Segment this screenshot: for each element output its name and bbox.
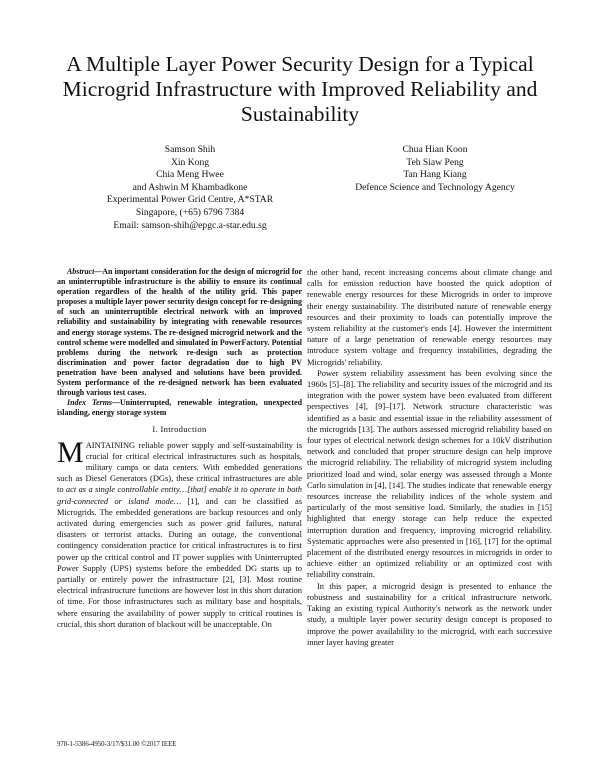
right-column [307, 267, 552, 648]
intro-text-a: AINTAINING reliable power supply and self-sustainability is crucial for critical electrical infrastructures such as hospitals, military camps or data centers. With embedded generations such as Diesel Generators (DGs), these critical infrastructures are able to [57, 439, 302, 495]
author-block-right [320, 144, 550, 194]
abstract [57, 267, 302, 398]
index-terms [57, 398, 302, 418]
author-name: Teh Siaw Peng [406, 156, 464, 168]
author-name: Chia Meng Hwee [156, 169, 224, 181]
author-name: Tan Hang Kiang [403, 169, 467, 181]
intro-quote: act as a single controllable entity…[that] enable it to operate in both grid-connected or island mode… [57, 484, 302, 506]
author-email: Email: samson-shih@epgc.a-star.edu.sg [113, 219, 267, 231]
author-name: Xin Kong [170, 156, 210, 168]
author-name: Chua Hian Koon [402, 144, 468, 155]
abstract-text: —An important consideration for the design of microgrid for an uninterruptible infrastructure is the ability to ensure its continual operation regardless of the health of the utility grid. This paper proposes a multiple layer power security design concept for re-designing of such an uninterruptible electrical network with an improved reliability and sustainability by integrating with renewable resources and energy storage systems. The re-designed microgrid network and the control scheme were modelled and simulated in PowerFactory. Potential problems during the network re-design such as protection discrimination and power factor degradation due to high PV penetration have been analysed and solutions have been provided. System performance of the re-designed network has been evaluated through various test cases. [57, 267, 302, 398]
author-name: and Ashwin M Khambadkone [132, 181, 248, 193]
left-column [57, 267, 302, 630]
index-terms-label: Index Terms [67, 398, 113, 408]
author-name: Samson Shih [164, 144, 216, 155]
copyright-footer: 978-1-5386-4950-3/17/$31.00 ©2017 IEEE [57, 741, 177, 748]
intro-text-b: [1], and can be classified as Microgrids. The embedded generations are backup resources and only activated during emergencies such as power grid failures, natural disasters or terrorist attacks. During an outage, the conventional contingency consideration practice for critical infrastructures is to first power up the critical control and IT power supplies with Uninterrupted Power Supply (UPS) systems before the embedded DG starts up to partially or entirely power the infrastructure [2], [3]. Most routine electrical infrastructure functions are however lost in this short duration of time. For those infrastructures such as military base and hospitals, where ensuring the availability of power supply to critical routines is crucial, this short duration of blackout will be unacceptable. On [57, 495, 302, 629]
body-paragraph: Power system reliability assessment has been evolving since the 1960s [5]–[8]. The reliability and security issues of the microgrid and its integration with the power system have been evaluated from different perspectives [4], [9]–[17]. Network structure characteristic was identified as a basic and essential issue in the reliability assessment of the microgrids [13]. The authors assessed microgrid reliability based on four types of electrical network design schemes for a 10kV distribution network and concluded that proper structure design can help improve the microgrid reliability. The reliability of microgrid system including prioritized load and wind, solar energy was assessed through a Monte Carlo simulation in [4], [14]. The studies indicate that renewable energy resources increase the reliability indices of the whole system and particularly of the most sensitive load. Similarly, the studies in [15] highlighted that energy storage can help reduce the expected interruption duration and frequency, improving microgrid reliability. Systematic approaches were also presented in [16], [17] for the optimal placement of the distributed energy resources in microgrids in order to achieve either an optimized reliability or an optimized cost with reliability constrain. [307, 367, 552, 580]
author-block-left [70, 144, 310, 232]
abstract-label: Abstract [67, 267, 95, 276]
index-terms-text: —Uninterrupted, renewable integration, unexpected islanding, energy storage system [57, 398, 302, 418]
body-paragraph: the other hand, recent increasing concerns about climate change and calls for emission reduction have boosted the quick adoption of renewable energy resources for these Microgrids in order to improve their energy sustainability. The distributed nature of renewable energy resources and their proximity to loads can potentially improve the system reliability at the customer's ends [4]. However the intermittent nature of a large penetration of renewable energy resources may introduce system voltage and frequency instabilities, degrading the Microgrids' reliability. [307, 267, 552, 367]
author-affiliation: Experimental Power Grid Centre, A*STAR [106, 194, 274, 206]
drop-cap: M [57, 435, 84, 469]
paper-title: A Multiple Layer Power Security Design for a Typical Microgrid Infrastructure with Improved Reliability and Sustainability [62, 52, 538, 126]
section-heading: I. Introduction [152, 424, 207, 435]
intro-paragraph [57, 435, 302, 630]
body-paragraph: In this paper, a microgrid design is presented to enhance the robustness and sustainability for a critical infrastructure network. Taking an existing typical Authority's network as the network under study, a multiple layer power security design concept is proposed to improve the power availability to the microgrid, with each successive inner layer having greater [307, 580, 552, 647]
author-affiliation: Defence Science and Technology Agency [355, 181, 515, 193]
author-phone: Singapore, (+65) 6796 7384 [135, 206, 245, 218]
